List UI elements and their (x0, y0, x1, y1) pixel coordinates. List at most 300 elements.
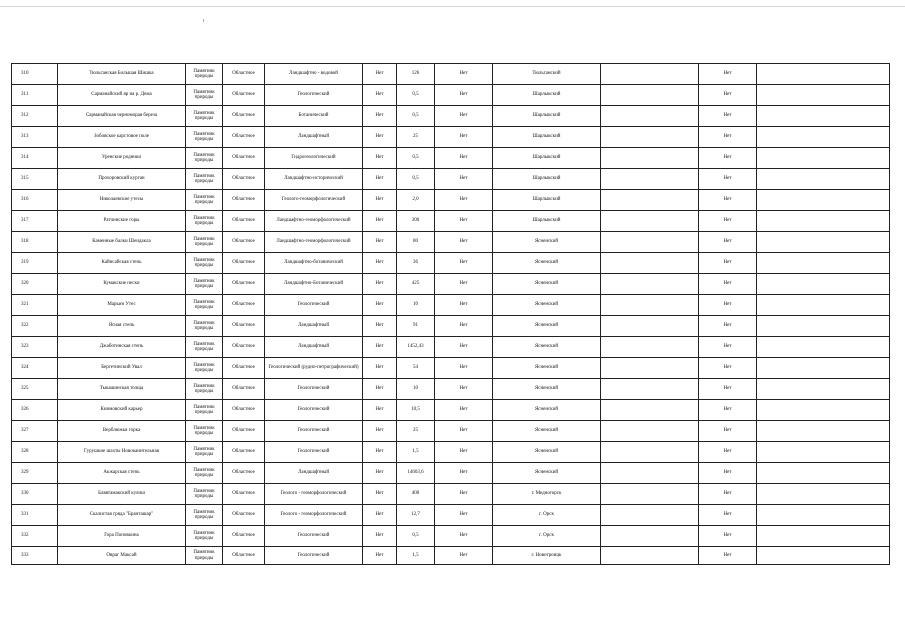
table-row (12, 148, 890, 169)
row-number-cell: 316 (12, 190, 58, 211)
column-10-cell: Нет (699, 127, 757, 148)
category-cell: Памятник природы (186, 295, 223, 316)
district-cell: Тюльганский (493, 64, 601, 85)
column-10-cell: Нет (699, 295, 757, 316)
column-9-cell (601, 232, 699, 253)
table-row (12, 421, 890, 442)
column-11-cell (757, 106, 890, 127)
column-9-cell (601, 316, 699, 337)
column-5-cell: Нет (363, 295, 397, 316)
column-7-cell: Нет (435, 484, 493, 505)
column-5-cell: Нет (363, 190, 397, 211)
significance-cell: Областное (223, 64, 265, 85)
column-7-cell: Нет (435, 358, 493, 379)
table-row (12, 127, 890, 148)
district-cell: Ясненский (493, 463, 601, 484)
area-cell: 1452,43 (397, 337, 435, 358)
column-11-cell (757, 127, 890, 148)
column-5-cell: Нет (363, 127, 397, 148)
column-7-cell: Нет (435, 526, 493, 547)
column-5-cell: Нет (363, 64, 397, 85)
monument-name-cell: Акжарская степь (58, 463, 186, 484)
column-11-cell (757, 295, 890, 316)
table-row (12, 85, 890, 106)
row-number-cell: 325 (12, 379, 58, 400)
column-10-cell: Нет (699, 337, 757, 358)
category-cell: Памятник природы (186, 547, 223, 565)
area-cell: 91 (397, 316, 435, 337)
row-number-cell: 315 (12, 169, 58, 190)
column-11-cell (757, 547, 890, 565)
profile-cell: Ландшафтно-Ботанический (265, 274, 363, 295)
monument-name-cell: Ратчинские горы (58, 211, 186, 232)
category-cell: Памятник природы (186, 169, 223, 190)
column-9-cell (601, 148, 699, 169)
row-number-cell: 332 (12, 526, 58, 547)
table-row (12, 106, 890, 127)
category-cell: Памятник природы (186, 211, 223, 232)
table-row (12, 526, 890, 547)
district-cell: Ясненский (493, 358, 601, 379)
monument-name-cell: Тыкашинская толща (58, 379, 186, 400)
category-cell: Памятник природы (186, 526, 223, 547)
column-7-cell: Нет (435, 400, 493, 421)
column-11-cell (757, 442, 890, 463)
column-10-cell: Нет (699, 190, 757, 211)
table-body (12, 64, 890, 565)
column-9-cell (601, 274, 699, 295)
category-cell: Памятник природы (186, 232, 223, 253)
district-cell: г. Новотроицк (493, 547, 601, 565)
district-cell: Ясненский (493, 274, 601, 295)
column-5-cell: Нет (363, 85, 397, 106)
column-5-cell: Нет (363, 442, 397, 463)
monument-name-cell: Гора Поповкина (58, 526, 186, 547)
profile-cell: Геологический (265, 421, 363, 442)
column-7-cell: Нет (435, 148, 493, 169)
row-number-cell: 317 (12, 211, 58, 232)
column-11-cell (757, 484, 890, 505)
category-cell: Памятник природы (186, 505, 223, 526)
column-10-cell: Нет (699, 253, 757, 274)
column-9-cell (601, 484, 699, 505)
row-number-cell: 327 (12, 421, 58, 442)
district-cell: Шарлыкский (493, 106, 601, 127)
significance-cell: Областное (223, 400, 265, 421)
area-cell: 2,0 (397, 190, 435, 211)
district-cell: Ясненский (493, 379, 601, 400)
significance-cell: Областное (223, 358, 265, 379)
significance-cell: Областное (223, 148, 265, 169)
significance-cell: Областное (223, 85, 265, 106)
scan-top-edge (0, 0, 905, 7)
area-cell: 10 (397, 379, 435, 400)
column-5-cell: Нет (363, 526, 397, 547)
category-cell: Памятник природы (186, 253, 223, 274)
area-cell: 10 (397, 295, 435, 316)
column-5-cell: Нет (363, 337, 397, 358)
profile-cell: Ландшафтно-геоморфологический (265, 211, 363, 232)
column-5-cell: Нет (363, 505, 397, 526)
monument-name-cell: Марьин Утес (58, 295, 186, 316)
profile-cell: Геологический (265, 85, 363, 106)
column-11-cell (757, 379, 890, 400)
profile-cell: Геологический (265, 526, 363, 547)
column-9-cell (601, 442, 699, 463)
column-11-cell (757, 169, 890, 190)
profile-cell: Геолого-геоморфологический (265, 190, 363, 211)
column-11-cell (757, 64, 890, 85)
column-10-cell: Нет (699, 547, 757, 565)
significance-cell: Областное (223, 106, 265, 127)
column-9-cell (601, 463, 699, 484)
district-cell: Ясненский (493, 442, 601, 463)
table-row (12, 463, 890, 484)
category-cell: Памятник природы (186, 421, 223, 442)
column-9-cell (601, 358, 699, 379)
category-cell: Памятник природы (186, 400, 223, 421)
column-11-cell (757, 526, 890, 547)
profile-cell: Ландшафтный (265, 127, 363, 148)
area-cell: 25 (397, 421, 435, 442)
monument-name-cell: Сарманайская черноморая береза (58, 106, 186, 127)
column-10-cell: Нет (699, 316, 757, 337)
profile-cell: Ландшафтно-ботанический (265, 253, 363, 274)
area-cell: 0,5 (397, 85, 435, 106)
column-7-cell: Нет (435, 337, 493, 358)
table-row (12, 253, 890, 274)
column-10-cell: Нет (699, 85, 757, 106)
column-5-cell: Нет (363, 274, 397, 295)
column-10-cell: Нет (699, 232, 757, 253)
category-cell: Памятник природы (186, 274, 223, 295)
column-11-cell (757, 337, 890, 358)
significance-cell: Областное (223, 274, 265, 295)
table-row (12, 505, 890, 526)
district-cell: Шарлыкский (493, 85, 601, 106)
monument-name-cell: Сарманайский яр на р. Дема (58, 85, 186, 106)
row-number-cell: 322 (12, 316, 58, 337)
monument-name-cell: Верблюжья горка (58, 421, 186, 442)
profile-cell: Ландшафтный (265, 316, 363, 337)
area-cell: 1,5 (397, 547, 435, 565)
column-11-cell (757, 505, 890, 526)
column-11-cell (757, 316, 890, 337)
row-number-cell: 329 (12, 463, 58, 484)
significance-cell: Областное (223, 526, 265, 547)
column-5-cell: Нет (363, 400, 397, 421)
column-9-cell (601, 85, 699, 106)
table-row (12, 274, 890, 295)
category-cell: Памятник природы (186, 85, 223, 106)
significance-cell: Областное (223, 127, 265, 148)
column-9-cell (601, 169, 699, 190)
column-5-cell: Нет (363, 253, 397, 274)
table-row (12, 379, 890, 400)
profile-cell: Геолого - геоморфологический (265, 484, 363, 505)
table-row (12, 64, 890, 85)
column-10-cell: Нет (699, 526, 757, 547)
column-5-cell: Нет (363, 169, 397, 190)
row-number-cell: 310 (12, 64, 58, 85)
significance-cell: Областное (223, 484, 265, 505)
column-10-cell: Нет (699, 169, 757, 190)
column-11-cell (757, 211, 890, 232)
row-number-cell: 313 (12, 127, 58, 148)
category-cell: Памятник природы (186, 358, 223, 379)
column-11-cell (757, 421, 890, 442)
monument-name-cell: Гурушкие шахты Новоканительная (58, 442, 186, 463)
column-9-cell (601, 526, 699, 547)
monument-name-cell: Овраг Максай (58, 547, 186, 565)
area-cell: 80 (397, 232, 435, 253)
monument-name-cell: Тюльганская Большая Шишка (58, 64, 186, 85)
column-11-cell (757, 463, 890, 484)
district-cell: Ясненский (493, 295, 601, 316)
column-11-cell (757, 400, 890, 421)
row-number-cell: 318 (12, 232, 58, 253)
district-cell: г. Медногорск (493, 484, 601, 505)
column-10-cell: Нет (699, 148, 757, 169)
row-number-cell: 319 (12, 253, 58, 274)
column-10-cell: Нет (699, 211, 757, 232)
column-5-cell: Нет (363, 463, 397, 484)
column-10-cell: Нет (699, 106, 757, 127)
monument-name-cell: Уренские родники (58, 148, 186, 169)
column-10-cell: Нет (699, 442, 757, 463)
column-11-cell (757, 274, 890, 295)
district-cell: Ясненский (493, 337, 601, 358)
table-row (12, 547, 890, 565)
column-5-cell: Нет (363, 211, 397, 232)
row-number-cell: 328 (12, 442, 58, 463)
column-9-cell (601, 547, 699, 565)
column-10-cell: Нет (699, 463, 757, 484)
column-10-cell: Нет (699, 358, 757, 379)
column-7-cell: Нет (435, 64, 493, 85)
column-9-cell (601, 64, 699, 85)
column-9-cell (601, 400, 699, 421)
profile-cell: Геологический (265, 442, 363, 463)
row-number-cell: 323 (12, 337, 58, 358)
area-cell: 54 (397, 358, 435, 379)
monument-name-cell: Блявтамакский кулиш (58, 484, 186, 505)
row-number-cell: 314 (12, 148, 58, 169)
column-7-cell: Нет (435, 85, 493, 106)
table-row (12, 232, 890, 253)
profile-cell: Ландшафтный (265, 463, 363, 484)
column-7-cell: Нет (435, 211, 493, 232)
column-9-cell (601, 421, 699, 442)
column-7-cell: Нет (435, 316, 493, 337)
area-cell: 0,5 (397, 169, 435, 190)
significance-cell: Областное (223, 463, 265, 484)
profile-cell: Ландшафтный (265, 337, 363, 358)
monument-name-cell: Бергетинский Увал (58, 358, 186, 379)
column-11-cell (757, 85, 890, 106)
scan-mark (203, 19, 204, 22)
significance-cell: Областное (223, 253, 265, 274)
district-cell: Шарлыкский (493, 127, 601, 148)
district-cell: Шарлыкский (493, 190, 601, 211)
table-row (12, 337, 890, 358)
district-cell: Ясненский (493, 316, 601, 337)
area-cell: 0,5 (397, 526, 435, 547)
significance-cell: Областное (223, 547, 265, 565)
significance-cell: Областное (223, 232, 265, 253)
district-cell: Шарлыкский (493, 148, 601, 169)
profile-cell: Геолого - геоморфологический (265, 505, 363, 526)
column-7-cell: Нет (435, 442, 493, 463)
column-9-cell (601, 379, 699, 400)
column-9-cell (601, 211, 699, 232)
column-9-cell (601, 295, 699, 316)
area-cell: 10,5 (397, 400, 435, 421)
column-7-cell: Нет (435, 190, 493, 211)
significance-cell: Областное (223, 190, 265, 211)
monument-name-cell: Киимовский карьер (58, 400, 186, 421)
column-10-cell: Нет (699, 274, 757, 295)
column-7-cell: Нет (435, 232, 493, 253)
row-number-cell: 330 (12, 484, 58, 505)
profile-cell: Геологический (265, 295, 363, 316)
category-cell: Памятник природы (186, 379, 223, 400)
profile-cell: Гидрогеологический (265, 148, 363, 169)
profile-cell: Ботанический (265, 106, 363, 127)
table-row (12, 211, 890, 232)
column-10-cell: Нет (699, 505, 757, 526)
profile-cell: Геологический (рудно-петрографический) (265, 358, 363, 379)
column-10-cell: Нет (699, 64, 757, 85)
area-cell: 14603,6 (397, 463, 435, 484)
column-11-cell (757, 358, 890, 379)
row-number-cell: 311 (12, 85, 58, 106)
significance-cell: Областное (223, 295, 265, 316)
row-number-cell: 321 (12, 295, 58, 316)
profile-cell: Ландшафтно - водовой (265, 64, 363, 85)
significance-cell: Областное (223, 421, 265, 442)
profile-cell: Ландшафтно-геоморфологический (265, 232, 363, 253)
column-9-cell (601, 505, 699, 526)
district-cell: Ясненский (493, 253, 601, 274)
column-9-cell (601, 337, 699, 358)
category-cell: Памятник природы (186, 463, 223, 484)
column-10-cell: Нет (699, 421, 757, 442)
monument-name-cell: Кайнсайская степь (58, 253, 186, 274)
table-row (12, 484, 890, 505)
category-cell: Памятник природы (186, 148, 223, 169)
column-5-cell: Нет (363, 148, 397, 169)
column-10-cell: Нет (699, 379, 757, 400)
category-cell: Памятник природы (186, 127, 223, 148)
column-7-cell: Нет (435, 421, 493, 442)
significance-cell: Областное (223, 169, 265, 190)
column-5-cell: Нет (363, 421, 397, 442)
area-cell: 300 (397, 211, 435, 232)
area-cell: 36 (397, 253, 435, 274)
column-11-cell (757, 253, 890, 274)
area-cell: 126 (397, 64, 435, 85)
monument-name-cell: Прохоровский курган (58, 169, 186, 190)
district-cell: Ясненский (493, 421, 601, 442)
column-7-cell: Нет (435, 169, 493, 190)
column-10-cell: Нет (699, 484, 757, 505)
significance-cell: Областное (223, 316, 265, 337)
column-5-cell: Нет (363, 547, 397, 565)
category-cell: Памятник природы (186, 442, 223, 463)
column-7-cell: Нет (435, 505, 493, 526)
row-number-cell: 320 (12, 274, 58, 295)
area-cell: 425 (397, 274, 435, 295)
district-cell: г. Орск (493, 526, 601, 547)
column-9-cell (601, 106, 699, 127)
monument-name-cell: Каменные балки Шеидакла (58, 232, 186, 253)
row-number-cell: 331 (12, 505, 58, 526)
significance-cell: Областное (223, 337, 265, 358)
category-cell: Памятник природы (186, 106, 223, 127)
district-cell: г. Орск (493, 505, 601, 526)
column-10-cell: Нет (699, 400, 757, 421)
column-11-cell (757, 190, 890, 211)
row-number-cell: 324 (12, 358, 58, 379)
column-9-cell (601, 127, 699, 148)
monument-name-cell: Зобовское карстовое поле (58, 127, 186, 148)
row-number-cell: 326 (12, 400, 58, 421)
column-7-cell: Нет (435, 463, 493, 484)
profile-cell: Геологический (265, 547, 363, 565)
table-row (12, 190, 890, 211)
significance-cell: Областное (223, 505, 265, 526)
area-cell: 0,5 (397, 106, 435, 127)
column-7-cell: Нет (435, 295, 493, 316)
table-row (12, 295, 890, 316)
category-cell: Памятник природы (186, 316, 223, 337)
district-cell: Ясненский (493, 400, 601, 421)
column-9-cell (601, 190, 699, 211)
column-5-cell: Нет (363, 316, 397, 337)
area-cell: 1,5 (397, 442, 435, 463)
significance-cell: Областное (223, 211, 265, 232)
district-cell: Ясненский (493, 232, 601, 253)
column-7-cell: Нет (435, 547, 493, 565)
column-5-cell: Нет (363, 358, 397, 379)
area-cell: 25 (397, 127, 435, 148)
column-11-cell (757, 232, 890, 253)
profile-cell: Геологический (265, 400, 363, 421)
category-cell: Памятник природы (186, 64, 223, 85)
district-cell: Шарлыкский (493, 169, 601, 190)
district-cell: Шарлыкский (493, 211, 601, 232)
table-row (12, 316, 890, 337)
column-7-cell: Нет (435, 127, 493, 148)
category-cell: Памятник природы (186, 484, 223, 505)
column-5-cell: Нет (363, 484, 397, 505)
monument-name-cell: Ясная степь (58, 316, 186, 337)
row-number-cell: 333 (12, 547, 58, 565)
profile-cell: Ландшафтно-исторический (265, 169, 363, 190)
table-row (12, 358, 890, 379)
monument-name-cell: Джаботинская степь (58, 337, 186, 358)
column-7-cell: Нет (435, 253, 493, 274)
column-5-cell: Нет (363, 379, 397, 400)
category-cell: Памятник природы (186, 190, 223, 211)
column-5-cell: Нет (363, 106, 397, 127)
monument-name-cell: Кумакские пески (58, 274, 186, 295)
profile-cell: Геологический (265, 379, 363, 400)
column-9-cell (601, 253, 699, 274)
table-row (12, 169, 890, 190)
table-row (12, 400, 890, 421)
